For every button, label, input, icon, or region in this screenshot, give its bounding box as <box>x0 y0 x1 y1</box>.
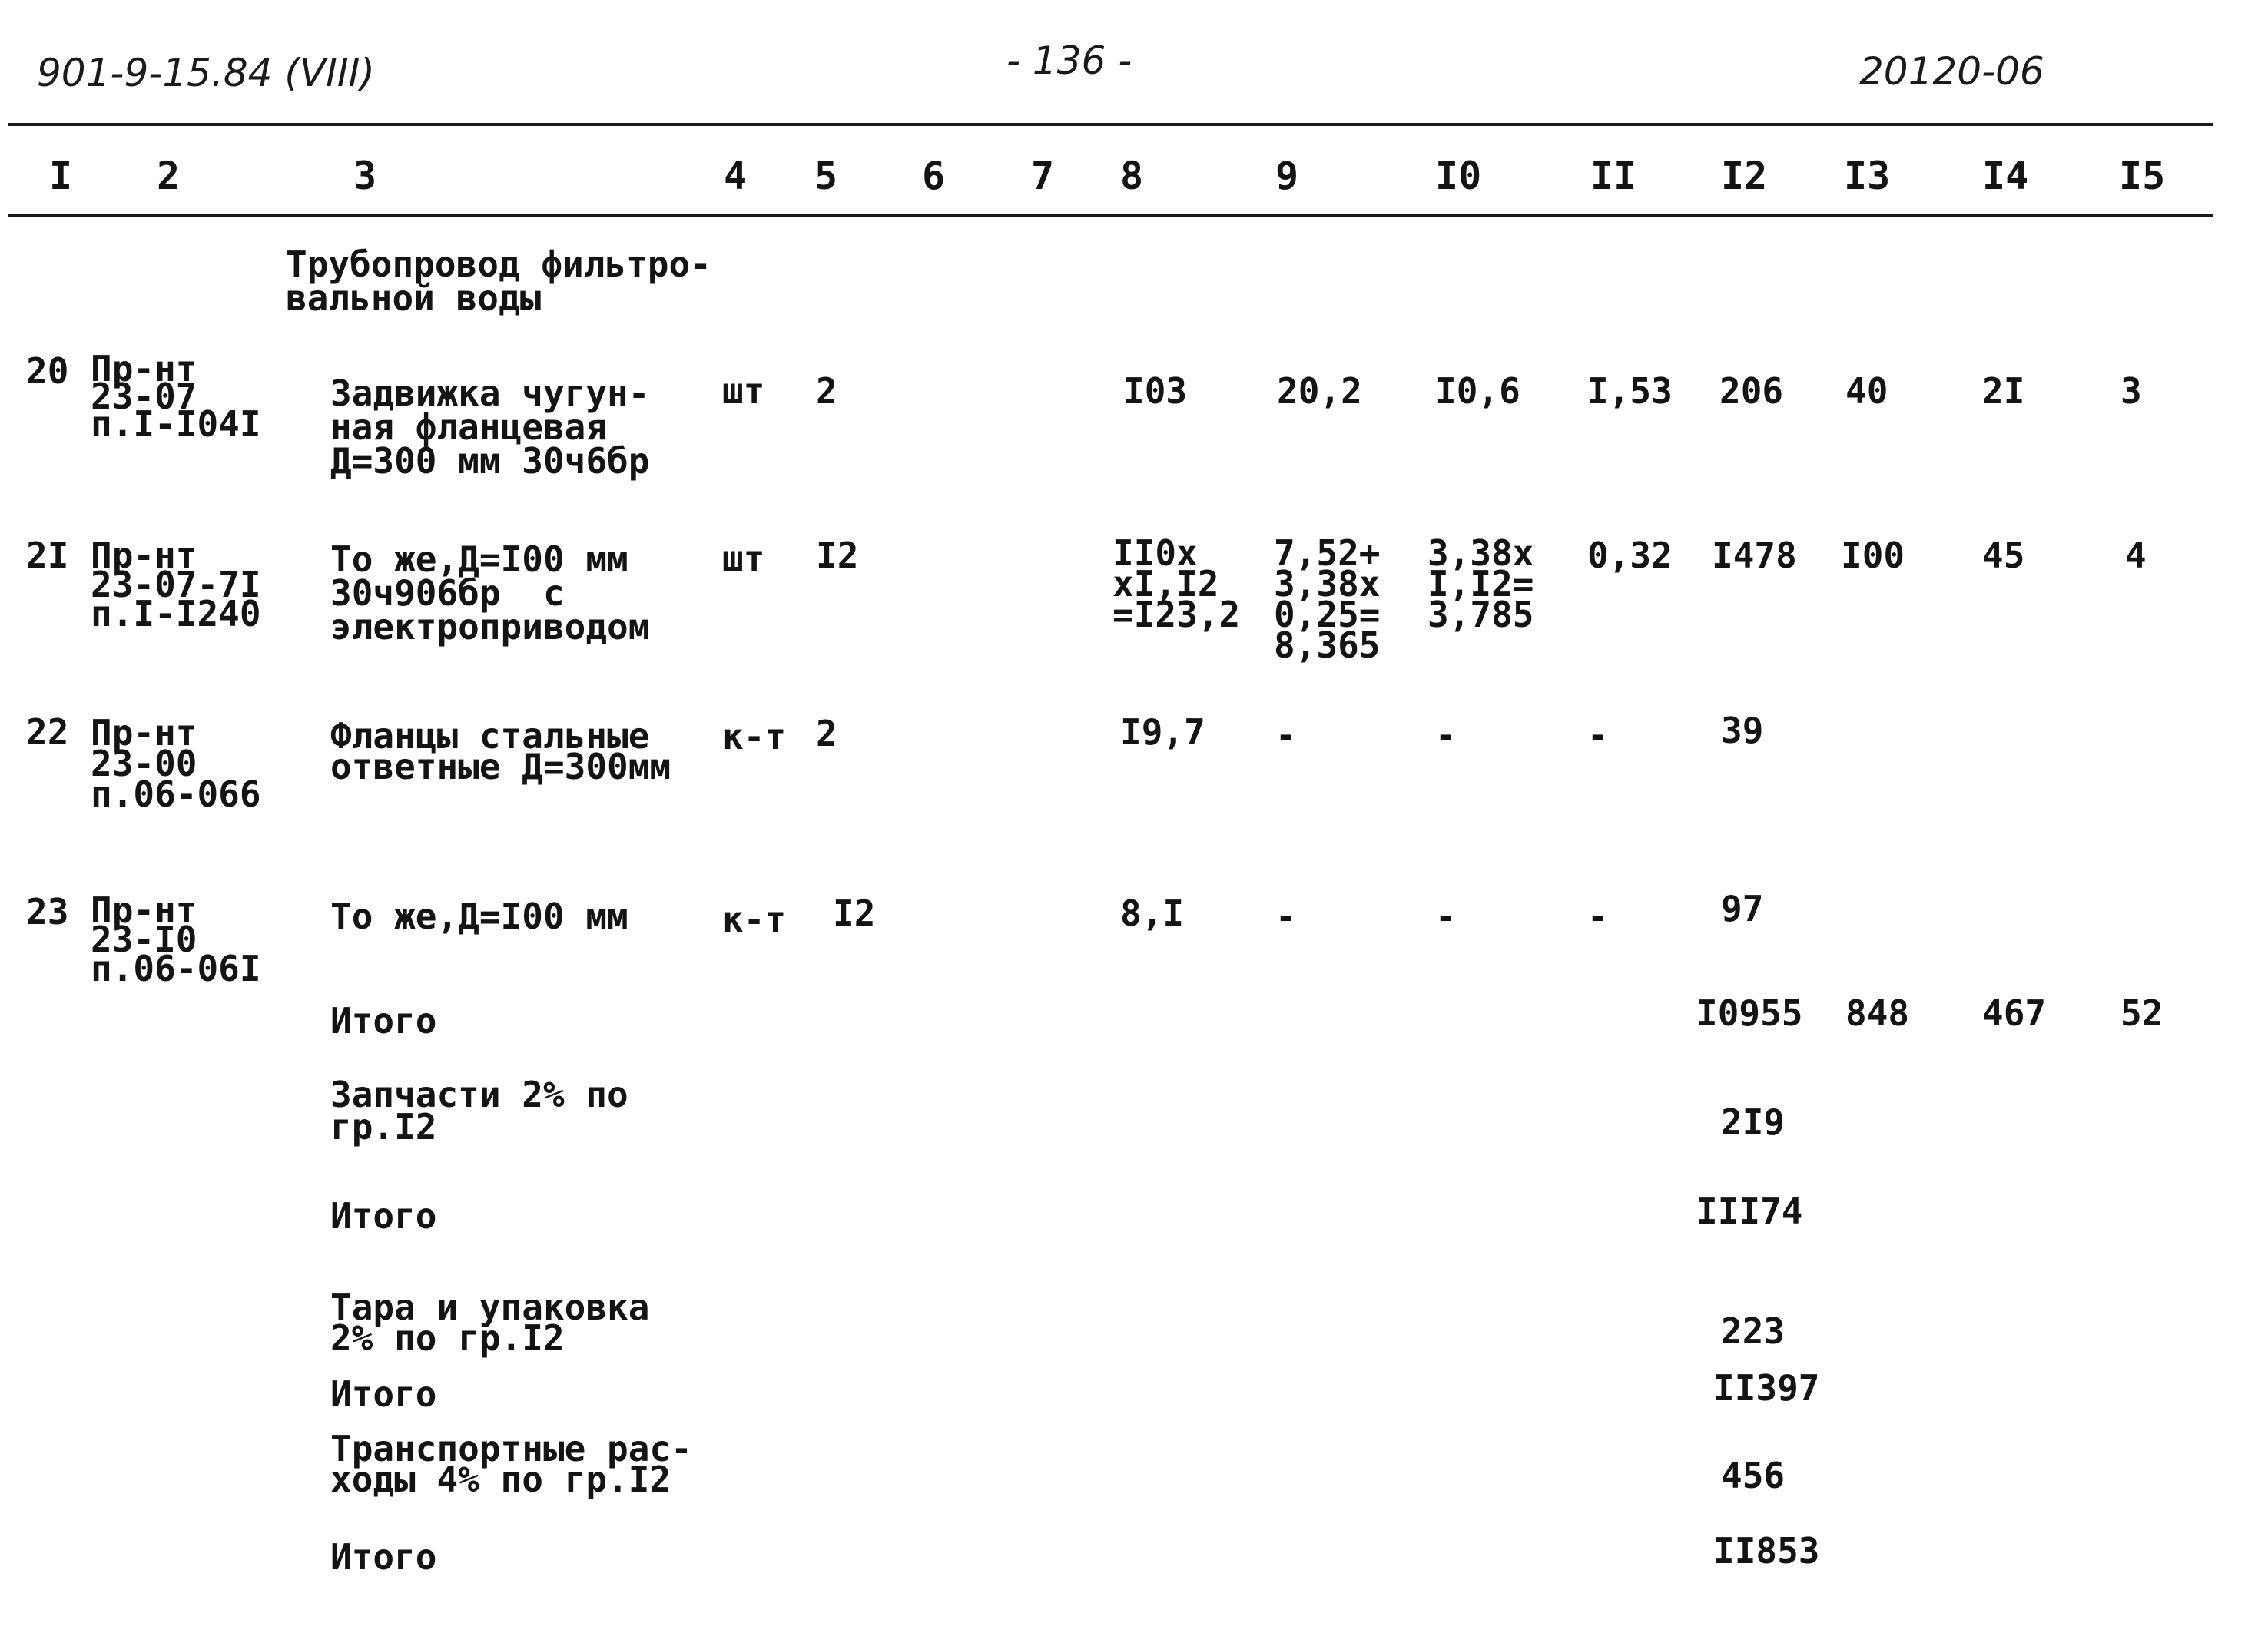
row-col8: I9,7 <box>1120 711 1205 753</box>
row-qty: 2 <box>816 713 837 754</box>
row-col11: - <box>1587 896 1609 937</box>
col-header-6: 6 <box>922 154 946 198</box>
row-col13: 40 <box>1845 370 1888 412</box>
row-col12: I478 <box>1712 535 1797 576</box>
row-unit: шт <box>722 538 765 579</box>
col-header-4: 4 <box>724 154 748 198</box>
row-number: 20 <box>26 350 69 392</box>
col-header-12: I2 <box>1721 154 1768 198</box>
row-reference: Пр-нт 23-07-7I п.I-I240 <box>91 535 261 634</box>
row-col11: - <box>1587 714 1609 756</box>
row-col10: - <box>1435 714 1457 756</box>
transport-label: Транспортные рас- ходы 4% по гр.I2 <box>330 1428 692 1500</box>
total-col12: III74 <box>1696 1191 1803 1232</box>
row-col10: 3,38x I,I2= 3,785 <box>1427 532 1534 635</box>
row-number: 22 <box>26 711 69 753</box>
row-qty: 2 <box>816 370 837 412</box>
row-reference: Пр-нт 23-07 п.I-I04I <box>91 348 261 445</box>
row-col8: II0x xI,I2 =I23,2 <box>1112 532 1241 635</box>
row-qty: I2 <box>833 893 876 934</box>
packaging-label: Тара и упаковка 2% по гр.I2 <box>330 1287 650 1359</box>
row-col9: - <box>1275 714 1297 756</box>
row-col10: - <box>1435 896 1457 937</box>
row-name: Задвижка чугун- ная фланцевая Д=300 мм 30ч6бр <box>330 373 650 482</box>
col-header-2: 2 <box>157 154 181 198</box>
row-col12: 97 <box>1721 888 1764 929</box>
header-bottom-rule <box>8 214 2213 217</box>
col-header-15: I5 <box>2119 154 2166 198</box>
col-header-13: I3 <box>1844 154 1891 198</box>
row-col14: 2I <box>1982 370 2025 412</box>
page-number: - 136 - <box>1006 38 1132 83</box>
spare-parts-label: Запчасти 2% по гр.I2 <box>330 1074 628 1148</box>
row-number: 23 <box>26 891 69 932</box>
album-code: 20120-06 <box>1859 49 2044 94</box>
header-top-rule <box>8 123 2213 126</box>
row-col13: I00 <box>1841 535 1905 576</box>
total-label: Итого <box>330 1373 437 1415</box>
row-reference: Пр-нт 23-00 п.06-066 <box>91 712 261 815</box>
col-header-9: 9 <box>1275 154 1299 198</box>
row-unit: шт <box>722 370 765 412</box>
col-header-10: I0 <box>1435 154 1482 198</box>
row-col9: 7,52+ 3,38x 0,25= 8,365 <box>1274 532 1381 666</box>
row-col8: I03 <box>1123 370 1188 412</box>
col-header-1: I <box>49 154 73 198</box>
total-label: Итого <box>330 1000 437 1042</box>
transport-col12: 456 <box>1721 1455 1786 1496</box>
row-name: То же,Д=I00 мм 30ч906бр с электроприводом <box>330 538 650 648</box>
col-header-8: 8 <box>1120 154 1144 198</box>
row-unit: к-т <box>722 716 787 757</box>
row-unit: к-т <box>722 899 787 940</box>
total-col12: II853 <box>1713 1530 1820 1572</box>
row-col12: 39 <box>1721 710 1764 751</box>
row-col12: 206 <box>1719 370 1784 412</box>
row-col14: 45 <box>1982 535 2025 576</box>
col-header-11: II <box>1590 154 1637 198</box>
row-col15: 3 <box>2120 370 2142 412</box>
total-col12: II397 <box>1713 1367 1820 1409</box>
row-col8: 8,I <box>1120 893 1185 934</box>
total-col14: 467 <box>1982 992 2047 1034</box>
section-title: Трубопровод фильтро- вальной воды <box>286 243 711 319</box>
row-col15: 4 <box>2125 535 2147 576</box>
col-header-5: 5 <box>814 154 838 198</box>
col-header-14: I4 <box>1982 154 2029 198</box>
total-label: Итого <box>330 1195 437 1237</box>
row-name: То же,Д=I00 мм <box>330 896 628 937</box>
row-number: 2I <box>26 535 69 576</box>
col-header-7: 7 <box>1031 154 1055 198</box>
row-col11: 0,32 <box>1587 535 1673 576</box>
col-header-3: 3 <box>353 154 377 198</box>
spare-parts-col12: 2I9 <box>1721 1101 1786 1143</box>
row-col11: I,53 <box>1587 370 1673 412</box>
row-qty: I2 <box>816 535 859 576</box>
total-col13: 848 <box>1845 992 1910 1034</box>
row-reference: Пр-нт 23-I0 п.06-06I <box>91 889 261 989</box>
packaging-col12: 223 <box>1721 1310 1786 1352</box>
row-col9: - <box>1275 896 1297 937</box>
total-col12: I0955 <box>1696 992 1803 1034</box>
row-col9: 20,2 <box>1277 370 1362 412</box>
total-col15: 52 <box>2120 992 2164 1034</box>
total-label: Итого <box>330 1536 437 1578</box>
row-name: Фланцы стальные ответные Д=300мм <box>330 715 671 787</box>
doc-code: 901-9-15.84 (VIII) <box>37 51 375 95</box>
row-col10: I0,6 <box>1435 370 1520 412</box>
